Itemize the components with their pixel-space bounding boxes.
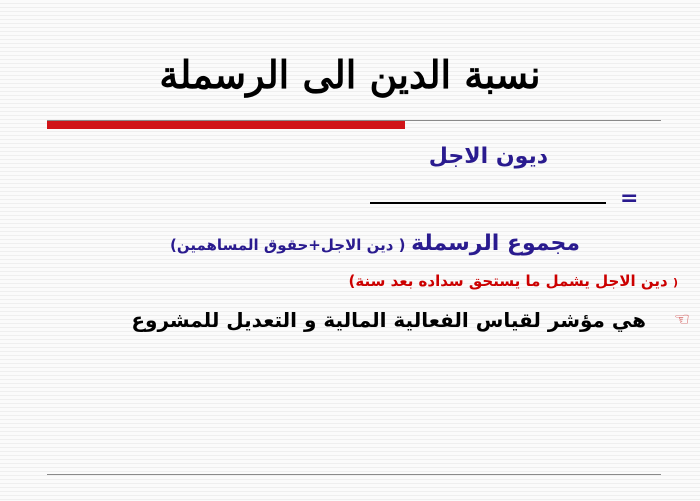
note-paren: ( [672, 276, 678, 289]
bullet-text: هي مؤشر لقياس الفعالية المالية و التعديل للمشروع [131, 308, 646, 332]
fraction-line [370, 202, 606, 204]
bullet-item [131, 308, 694, 332]
title-accent-bar [47, 121, 405, 129]
denominator-detail: ( دين الاجل+حقوق المساهمين) [170, 236, 406, 254]
footer-divider [47, 474, 661, 475]
definition-note [349, 272, 678, 290]
pointing-hand-icon: ☜ [673, 309, 691, 330]
formula-equals: = [620, 186, 639, 211]
formula-denominator [170, 231, 580, 256]
formula-numerator: ديون الاجل [428, 144, 548, 169]
note-text: دين الاجل يشمل ما يستحق سداده بعد سنة) [348, 272, 668, 290]
slide-title: نسبة الدين الى الرسملة [159, 52, 541, 97]
denominator-main: مجموع الرسملة [411, 231, 580, 256]
